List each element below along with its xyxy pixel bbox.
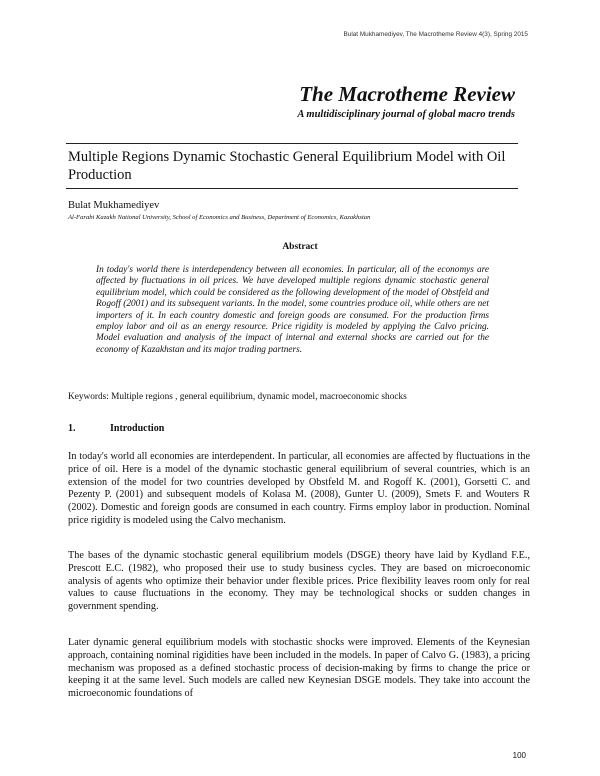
journal-subtitle: A multidisciplinary journal of global macro trends (297, 109, 515, 120)
title-rule-top (66, 143, 518, 144)
title-rule-bottom (66, 188, 518, 189)
journal-title: The Macrotheme Review (299, 82, 515, 106)
keywords: Keywords: Multiple regions , general equilibrium, dynamic model, macroeconomic shocks (68, 392, 407, 402)
paper-title: Multiple Regions Dynamic Stochastic General Equilibrium Model with Oil Production (68, 149, 506, 183)
abstract-heading: Abstract (282, 242, 318, 252)
intro-paragraph-1: In today's world all economies are interdependent. In particular, all economies are affected by fluctuations in the price of oil. Here is a model of the dynamic stochastic general equilibrium of several countries, which is an extension of the model for two countries developed by Obstfeld M. and Rogoff K. (2001), Gorsetti C. and Pezenty P. (2001) and subsequent models of Kolasa M. (2008), Gunter U. (2009), Smets F. and Wouters R (2002). Domestic and foreign goods are consumed in each country. Firms employ labor in production. Nominal price rigidity is modeled using the Calvo mechanism. (68, 451, 530, 526)
intro-paragraph-2: The bases of the dynamic stochastic general equilibrium models (DSGE) theory have laid by Kydland F.E., Prescott E.C. (1982), who proposed their use to study business cycles. They are based on microeconomic analysis of agents who optimize their behavior under flexible prices. Price flexibility leaves room only for real values to cause fluctuations in the economy. They may be technological shocks or sudden changes in government spending. (68, 550, 530, 613)
author-affiliation: Al-Farabi Kazakh National University, School of Economics and Business, Department of Economics, Kazakhstan (68, 214, 371, 221)
abstract-text: In today's world there is interdependency between all economies. In particular, all of the economys are affected by fluctuations in oil prices. We have developed multiple regions dynamic stochastic general equilibrium model, which could be considered as the following development of the model of Obstfeld and Rogoff (2001) and its subsequent variants. In the model, some countries produce oil, while others are net importers of it. In each country domestic and foreign goods are consumed. For the production firms employ labor and oil as an energy resource. Price rigidity is modeled by applying the Calvo pricing. Model evaluation and analysis of the impact of internal and external shocks are carried out for the economy of Kazakhstan and its major trading partners. (96, 265, 489, 355)
author-name: Bulat Mukhamediyev (68, 200, 160, 211)
section-number: 1. (68, 423, 76, 434)
section-title: Introduction (110, 423, 165, 434)
page-number: 100 (512, 751, 526, 760)
running-header: Bulat Mukhamediyev, The Macrotheme Review 4(3), Spring 2015 (343, 31, 528, 38)
intro-paragraph-3: Later dynamic general equilibrium models with stochastic shocks were improved. Elements of the Keynesian approach, containing nominal rigidities have been included in the models. In paper of Calvo G. (1983), a pricing mechanism was proposed as a defined stochastic process of decision-making by firms to change the price or keeping it at the same level. Such models are called new Keynesian DSGE models. They take into account the microeconomic foundations of (68, 637, 530, 700)
